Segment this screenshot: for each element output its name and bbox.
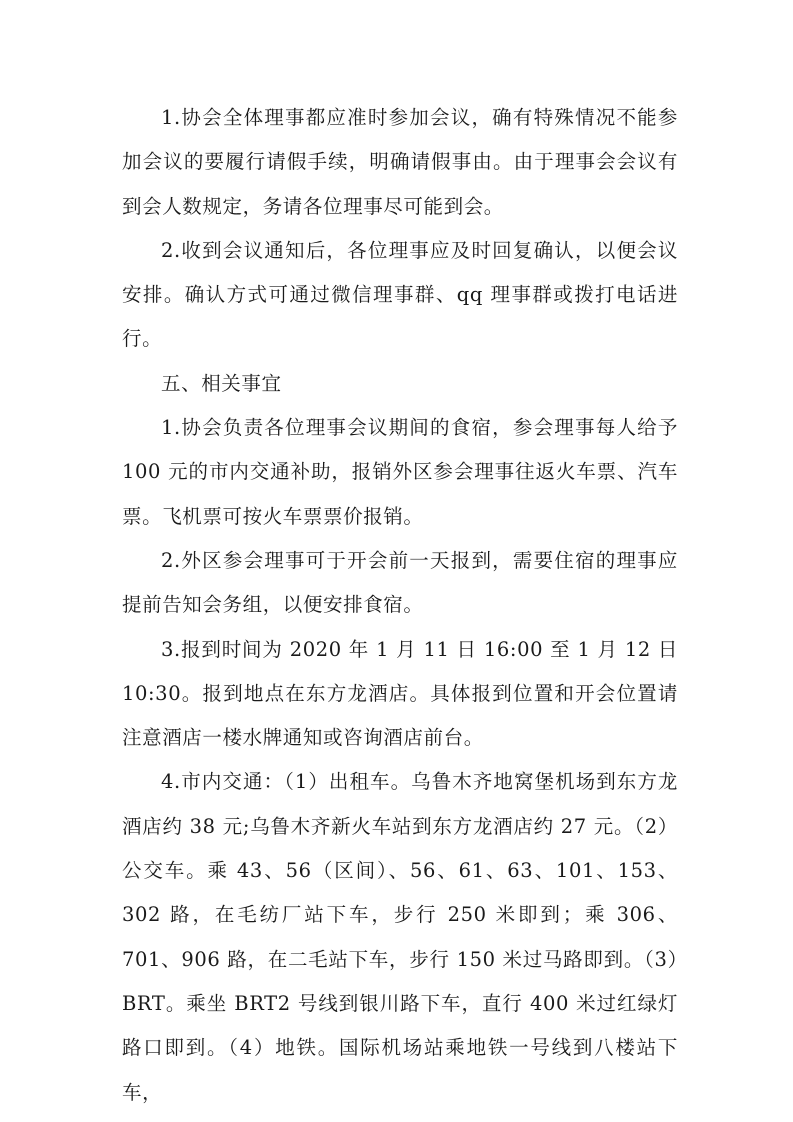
paragraph-registration-time: 3.报到时间为 2020 年 1 月 11 日 16:00 至 1 月 12 日 10:30。报到地点在东方龙酒店。具体报到位置和开会位置请注意酒店一楼水牌通知或咨询酒店前台。	[122, 637, 678, 750]
paragraph-attendance-rule: 1.协会全体理事都应准时参加会议，确有特殊情况不能参加会议的要履行请假手续，明确请假事由。由于理事会会议有到会人数规定，务请各位理事尽可能到会。	[122, 106, 678, 218]
paragraph-accommodation-subsidy: 1.协会负责各位理事会议期间的食宿，参会理事每人给予 100 元的市内交通补助，报销外区参会理事往返火车票、汽车票。飞机票可按火车票票价报销。	[122, 416, 678, 528]
section-heading-related-matters: 五、相关事宜	[161, 371, 282, 395]
paragraph-local-transport: 4.市内交通：（1）出租车。乌鲁木齐地窝堡机场到东方龙酒店约 38 元;乌鲁木齐新火车站到东方龙酒店约 27 元。（2）公交车。乘 43、56（区间）、56、61、63、101、153、302 路，在毛纺厂站下车，步行 250 米即到；乘 306、701、906 路，在二毛站下车，步行 150 米过马路即到。（3）BRT。乘坐 BRT2 号线到银川路下车，直行 400 米过红绿灯路口即到。（4）地铁。国际机场站乘地铁一号线到八楼站下车，	[122, 770, 678, 1104]
document-page	[122, 96, 678, 1115]
paragraph-confirmation-rule: 2.收到会议通知后，各位理事应及时回复确认，以便会议安排。确认方式可通过微信理事群、qq 理事群或拨打电话进行。	[122, 238, 678, 351]
paragraph-early-arrival: 2.外区参会理事可于开会前一天报到，需要住宿的理事应提前告知会务组，以便安排食宿。	[122, 548, 678, 617]
